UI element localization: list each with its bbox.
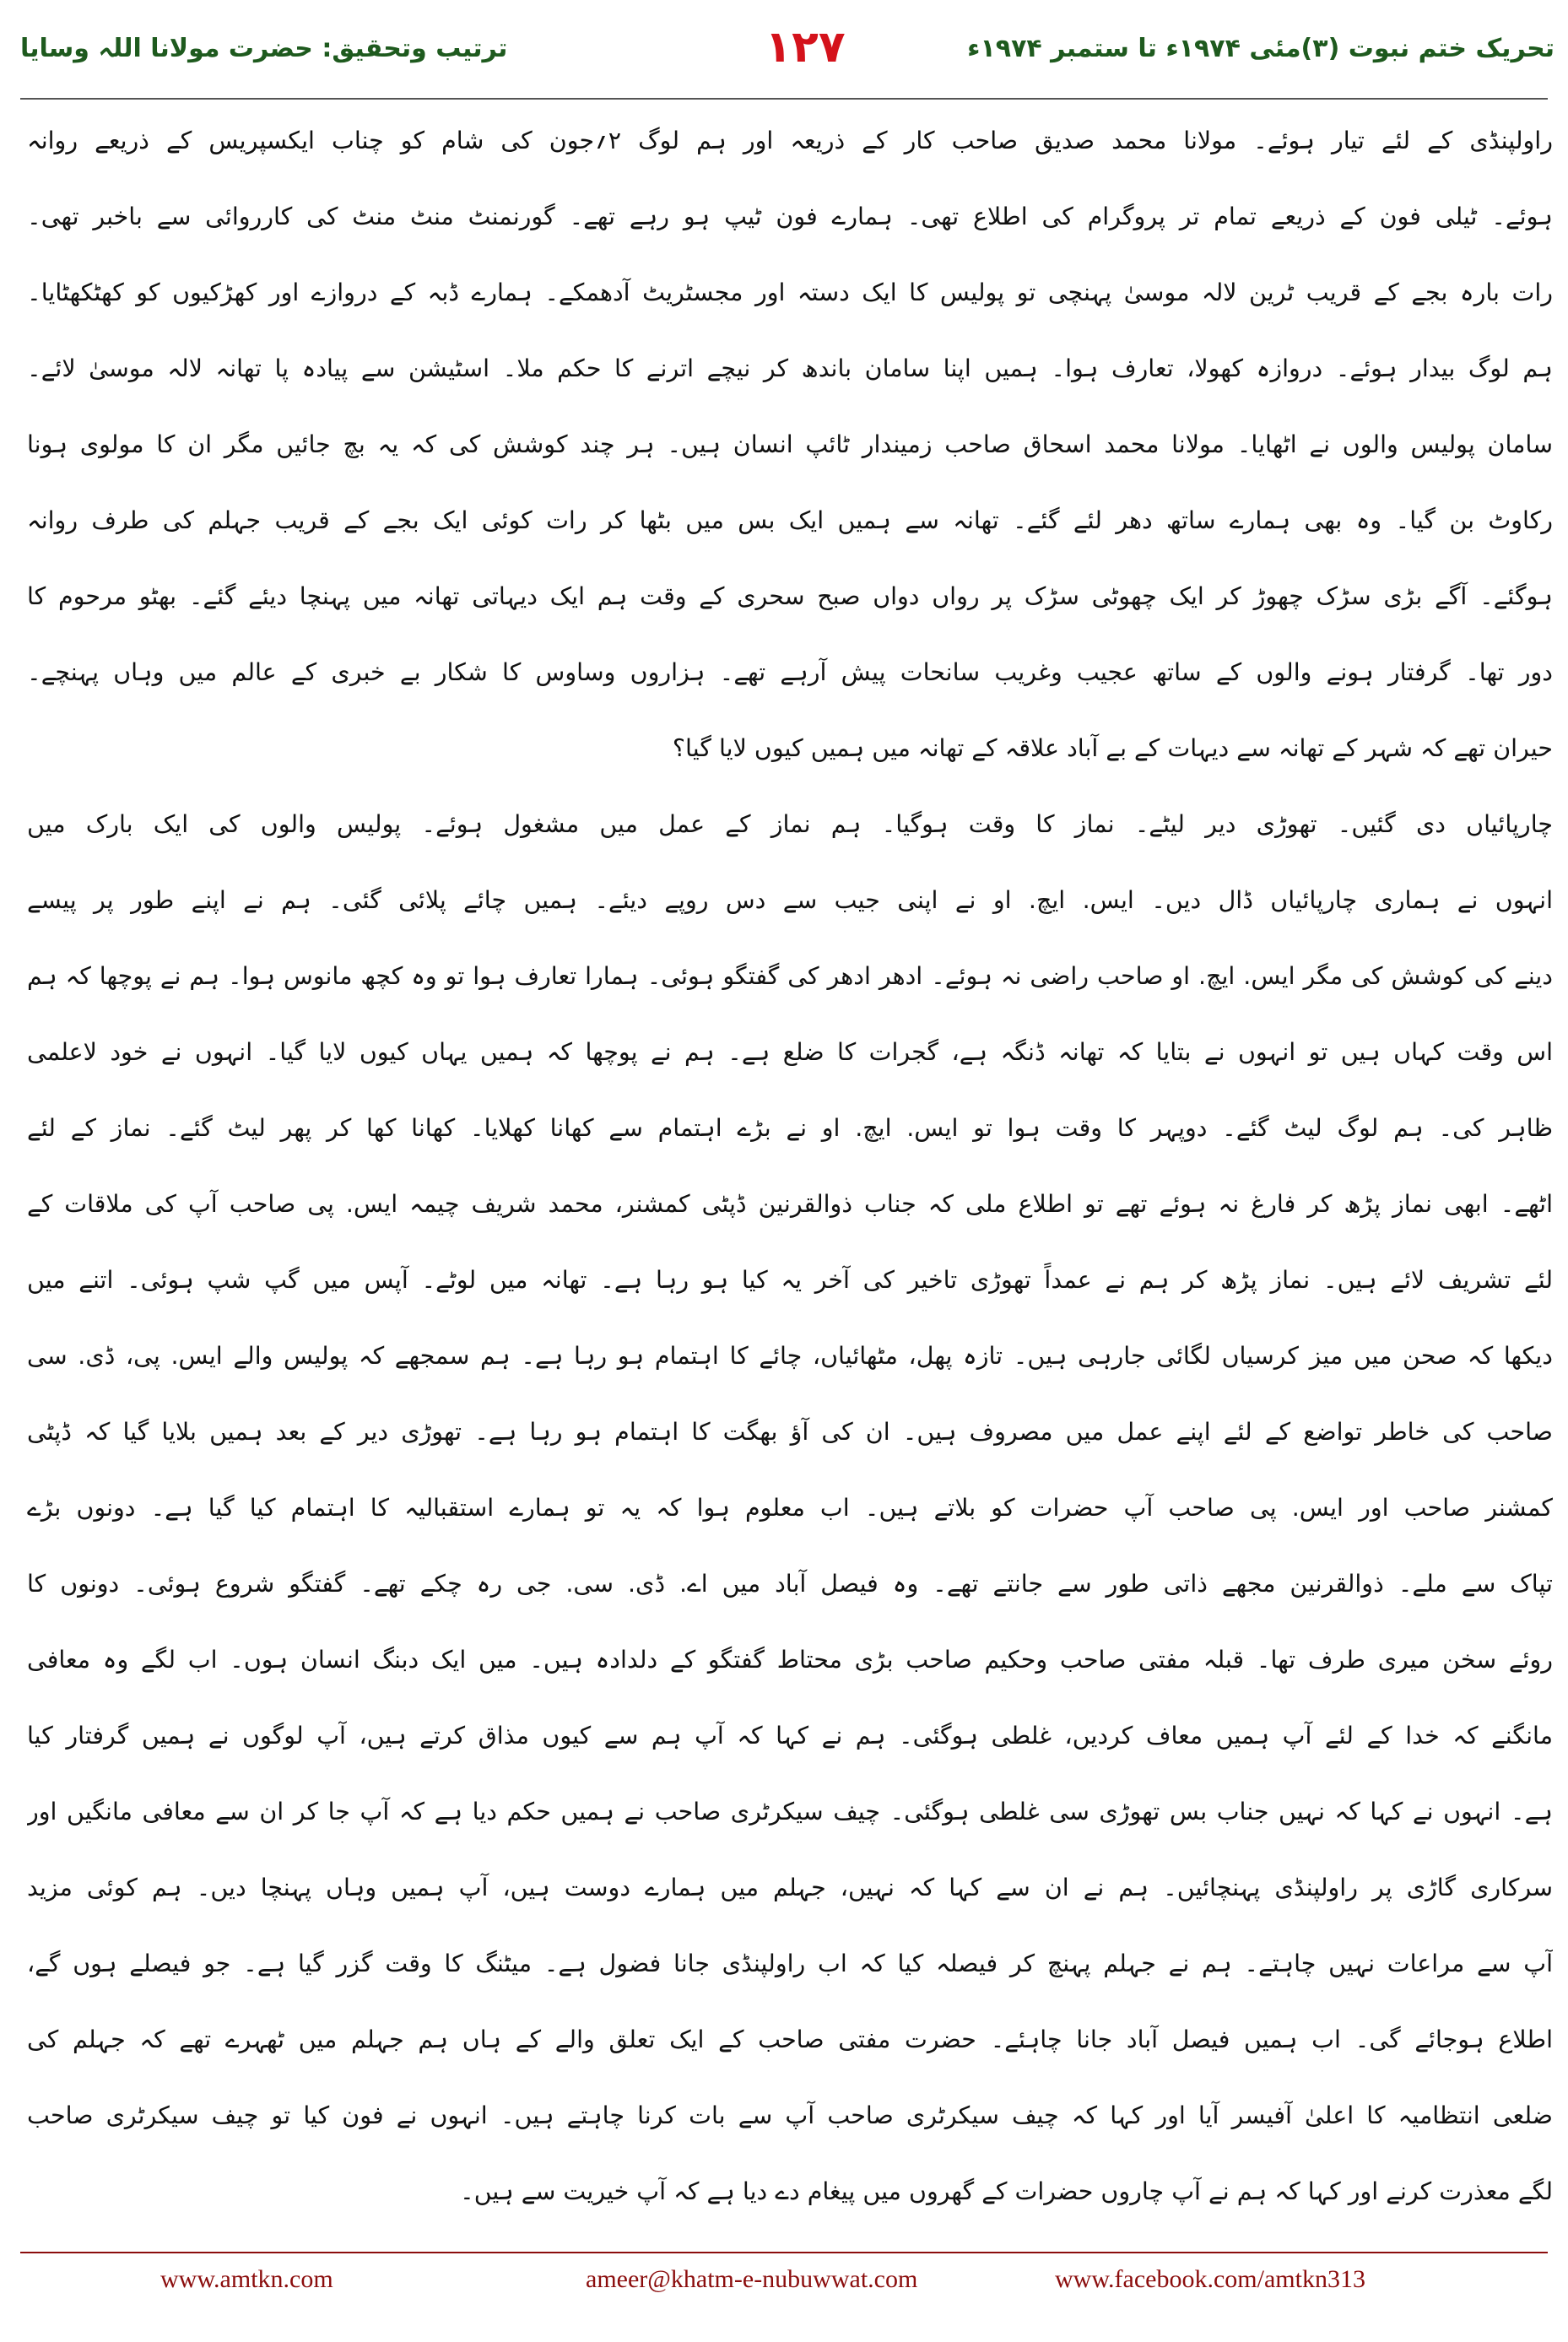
text-line: اس وقت کہاں ہیں تو انہوں نے بتایا کہ تھانہ ڈنگہ ہے، گجرات کا ضلع ہے۔ ہم نے پوچھا کہ ہمیں یہاں کیوں لایا گیا۔ انہوں نے خود لاعلمی xyxy=(27,1038,1553,1066)
text-line: انہوں نے ہماری چارپائیاں ڈال دیں۔ ایس. ایچ. او نے اپنی جیب سے دس روپے دیئے۔ ہمیں چائے پلائی گئی۔ ہم نے اپنے طور پر پیسے xyxy=(27,886,1553,914)
text-line: اطلاع ہوجائے گی۔ اب ہمیں فیصل آباد جانا چاہئے۔ حضرت مفتی صاحب کے ایک تعلق والے کے ہاں ہم جہلم میں ٹھہرے تھے کہ جہلم کی xyxy=(27,2026,1553,2053)
text-line: سامان پولیس والوں نے اٹھایا۔ مولانا محمد اسحاق صاحب زمیندار ٹائپ انسان ہیں۔ ہر چند کوشش کی کہ یہ بچ جائیں مگر ان کا مولوی ہونا xyxy=(27,430,1553,458)
text-line: آپ سے مراعات نہیں چاہتے۔ ہم نے جہلم پہنچ کر فیصلہ کیا کہ اب راولپنڈی جانا فضول ہے۔ میٹنگ کا وقت گزر گیا ہے۔ جو فیصلے ہوں گے، xyxy=(27,1950,1553,1977)
article-body xyxy=(27,103,1553,2230)
footer-facebook: www.facebook.com/amtkn313 xyxy=(1055,2265,1365,2293)
text-line: مانگنے کہ خدا کے لئے آپ ہمیں معاف کردیں، غلطی ہوگئی۔ ہم نے کہا کہ آپ ہم سے کیوں مذاق کرتے ہیں، آپ لوگوں نے ہمیں گرفتار کیا xyxy=(27,1722,1553,1750)
text-line: دینے کی کوشش کی مگر ایس. ایچ. او صاحب راضی نہ ہوئے۔ ادھر ادھر کی گفتگو ہوئی۔ ہمارا تعارف ہوا تو وہ کچھ مانوس ہوا۔ ہم نے پوچھا کہ ہم xyxy=(27,962,1553,990)
page-number: ۱۲۷ xyxy=(765,22,846,73)
footer-email: ameer@khatm-e-nubuwwat.com xyxy=(586,2265,918,2293)
text-line: ہوگئے۔ آگے بڑی سڑک چھوڑ کر ایک چھوٹی سڑک پر رواں دواں صبح سحری کے وقت ہم ایک دیہاتی تھانہ میں پہنچا دیئے گئے۔ بھٹو مرحوم کا xyxy=(27,582,1553,610)
text-line: چارپائیاں دی گئیں۔ تھوڑی دیر لیٹے۔ نماز کا وقت ہوگیا۔ ہم نماز کے عمل میں مشغول ہوئے۔ پولیس والوں کی ایک بارک میں xyxy=(27,810,1553,838)
text-line: ہوئے۔ ٹیلی فون کے ذریعے تمام تر پروگرام کی اطلاع تھی۔ ہمارے فون ٹیپ ہو رہے تھے۔ گورنمنٹ منٹ منٹ کی کارروائی سے باخبر تھی۔ xyxy=(27,203,1553,230)
text-line-paragraph-end: لگے معذرت کرنے اور کہا کہ ہم نے آپ چاروں حضرات کے گھروں میں پیغام دے دیا ہے کہ آپ خیریت سے ہیں۔ xyxy=(460,2177,1553,2205)
text-line: لئے تشریف لائے ہیں۔ نماز پڑھ کر ہم نے عمداً تھوڑی تاخیر کی آخر یہ کیا ہو رہا ہے۔ تھانہ میں لوٹے۔ آپس میں گپ شپ ہوئی۔ اتنے میں xyxy=(27,1266,1553,1294)
text-line: تپاک سے ملے۔ ذوالقرنین مجھے ذاتی طور سے جانتے تھے۔ وہ فیصل آباد میں اے. ڈی. سی. جی رہ چکے تھے۔ گفتگو شروع ہوئی۔ دونوں کا xyxy=(27,1570,1553,1598)
text-line: سرکاری گاڑی پر راولپنڈی پہنچائیں۔ ہم نے ان سے کہا کہ نہیں، جہلم میں ہمارے دوست ہیں، آپ ہمیں وہاں پہنچا دیں۔ ہم کوئی مزید xyxy=(27,1874,1553,1901)
text-line: رکاوٹ بن گیا۔ وہ بھی ہمارے ساتھ دھر لئے گئے۔ تھانہ سے ہمیں ایک بس میں بٹھا کر رات کوئی ایک بجے کے قریب جہلم کی طرف روانہ xyxy=(27,506,1553,534)
footer-website: www.amtkn.com xyxy=(160,2265,333,2293)
text-line: ضلعی انتظامیہ کا اعلیٰ آفیسر آیا اور کہا کہ چیف سیکرٹری صاحب آپ سے بات کرنا چاہتے ہیں۔ انہوں نے فون کیا تو چیف سیکرٹری صاحب xyxy=(27,2101,1553,2129)
text-line: راولپنڈی کے لئے تیار ہوئے۔ مولانا محمد صدیق صاحب کار کے ذریعہ اور ہم لوگ ۲؍جون کی شام کو چناب ایکسپریس کے ذریعے روانہ xyxy=(27,127,1553,154)
text-line: کمشنر صاحب اور ایس. پی صاحب آپ حضرات کو بلاتے ہیں۔ اب معلوم ہوا کہ یہ تو ہمارے استقبالیہ کا اہتمام کیا گیا ہے۔ دونوں بڑے xyxy=(27,1494,1553,1522)
text-line: ظاہر کی۔ ہم لوگ لیٹ گئے۔ دوپہر کا وقت ہوا تو ایس. ایچ. او نے بڑے اہتمام سے کھانا کھلایا۔ کھانا کھا کر پھر لیٹ گئے۔ نماز کے لئے xyxy=(27,1114,1553,1142)
text-line: دور تھا۔ گرفتار ہونے والوں کے ساتھ عجیب وغریب سانحات پیش آرہے تھے۔ ہزاروں وساوس کا شکار بے خبری کے عالم میں وہاں پہنچے۔ xyxy=(27,658,1553,686)
compiler-credit: ترتیب وتحقیق: حضرت مولانا اللہ وسایا xyxy=(20,34,508,63)
header-divider xyxy=(20,98,1548,100)
footer-divider xyxy=(20,2252,1548,2253)
text-line: دیکھا کہ صحن میں میز کرسیاں لگائی جارہی ہیں۔ تازہ پھل، مٹھائیاں، چائے کا اہتمام ہو رہا ہے۔ ہم سمجھے کہ پولیس والے ایس. پی، ڈی. سی xyxy=(27,1342,1553,1370)
book-title: تحریک ختم نبوت (۳)مئی ۱۹۷۴ء تا ستمبر ۱۹۷۴ء xyxy=(967,34,1554,63)
text-line: رات بارہ بجے کے قریب ٹرین لالہ موسیٰ پہنچی تو پولیس کا ایک دستہ اور مجسٹریٹ آدھمکے۔ ہمارے ڈبہ کے دروازے اور کھڑکیوں کو کھٹکھٹایا۔ xyxy=(27,279,1553,306)
text-line: ہے۔ انہوں نے کہا کہ نہیں جناب بس تھوڑی سی غلطی ہوگئی۔ چیف سیکرٹری صاحب نے ہمیں حکم دیا ہے کہ آپ جا کر ان سے معافی مانگیں اور xyxy=(27,1798,1553,1825)
text-line: صاحب کی خاطر تواضع کے لئے اپنے عمل میں مصروف ہیں۔ ان کی آؤ بھگت کا اہتمام ہو رہا ہے۔ تھوڑی دیر کے بعد ہمیں بلایا گیا کہ ڈپٹی xyxy=(27,1418,1553,1446)
text-line-paragraph-end: حیران تھے کہ شہر کے تھانہ سے دیہات کے بے آباد علاقہ کے تھانہ میں ہمیں کیوں لایا گیا؟ xyxy=(672,734,1553,762)
text-line: روئے سخن میری طرف تھا۔ قبلہ مفتی صاحب وحکیم صاحب بڑی محتاط گفتگو کے دلدادہ ہیں۔ میں ایک دبنگ انسان ہوں۔ اب لگے وہ معافی xyxy=(27,1646,1553,1674)
text-line: ہم لوگ بیدار ہوئے۔ دروازہ کھولا، تعارف ہوا۔ ہمیں اپنا سامان باندھ کر نیچے اترنے کا حکم ملا۔ اسٹیشن سے پیادہ پا تھانہ لالہ موسیٰ لائے۔ xyxy=(27,354,1553,382)
text-line: اٹھے۔ ابھی نماز پڑھ کر فارغ نہ ہوئے تھے تو اطلاع ملی کہ جناب ذوالقرنین ڈپٹی کمشنر، محمد شریف چیمہ ایس. پی صاحب آپ کی ملاقات کے xyxy=(27,1190,1553,1218)
